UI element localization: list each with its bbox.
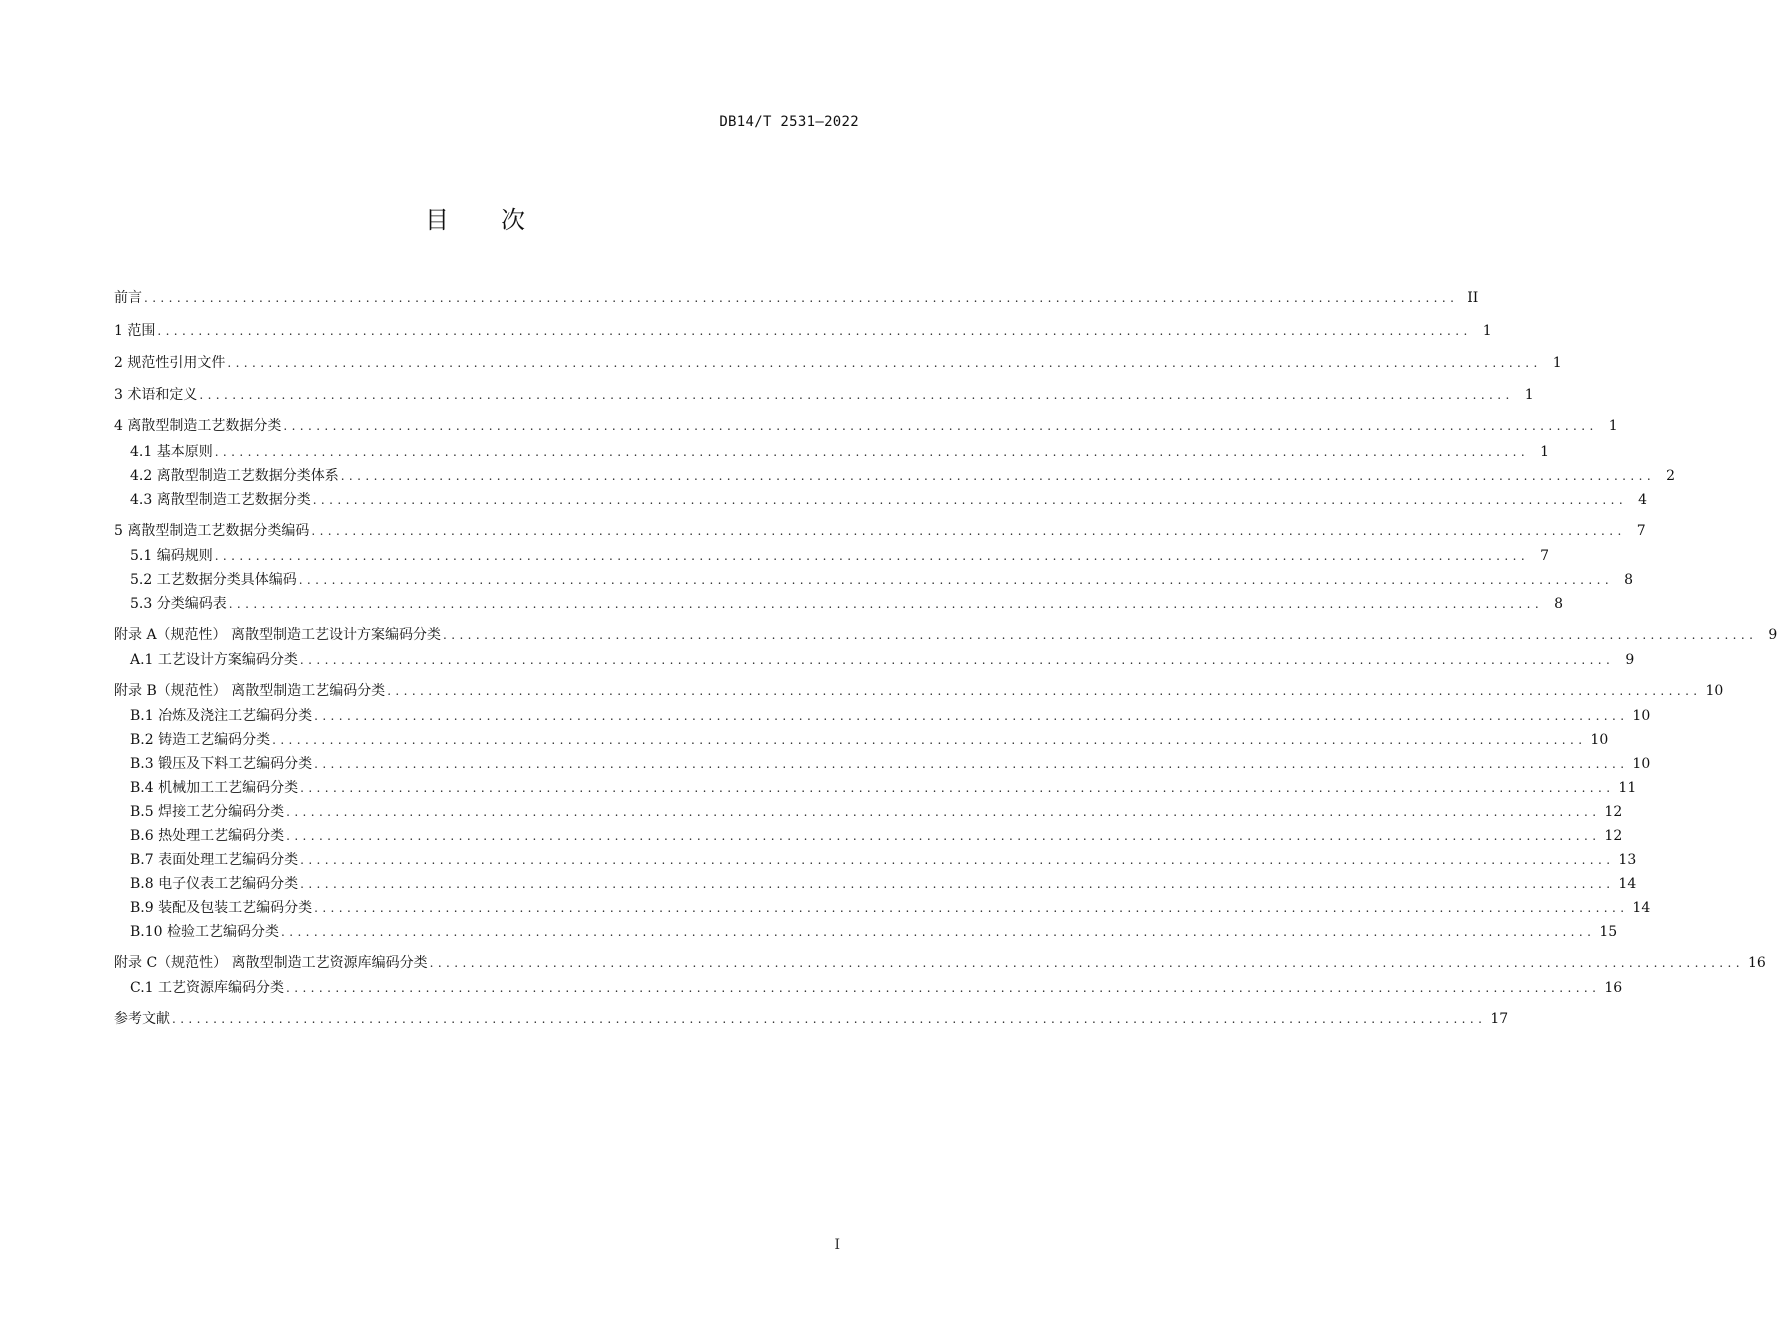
toc-entry[interactable]: 附录 B（规范性） 离散型制造工艺编码分类 ................................................................................................................................................................ 10 [114,680,860,702]
toc-label: 5.3 分类编码表 [130,596,227,612]
toc-label: C.1 工艺资源库编码分类 [130,980,285,996]
toc-page: 1 [1482,323,1492,339]
toc-label: 2 规范性引用文件 [114,355,226,371]
toc-entry[interactable]: B.1 冶炼及浇注工艺编码分类 ................................................................................................................................................................ 10 [114,705,860,727]
toc-page: 8 [1554,596,1564,612]
toc-page: 4 [1638,492,1648,508]
toc-entry[interactable]: 4.2 离散型制造工艺数据分类体系 ................................................................................................................................................................ 2 [114,465,860,487]
toc-label: A.1 工艺设计方案编码分类 [130,652,298,668]
toc-entry[interactable]: B.10 检验工艺编码分类 ................................................................................................................................................................ 15 [114,921,860,943]
toc-label: B.5 焊接工艺分编码分类 [130,804,285,820]
toc-entry[interactable]: B.3 锻压及下料工艺编码分类 ................................................................................................................................................................ 10 [114,753,860,775]
toc-entry[interactable]: 5.3 分类编码表 ................................................................................................................................................................ 8 [114,593,860,615]
toc-entry[interactable]: A.1 工艺设计方案编码分类 ................................................................................................................................................................ 9 [114,649,860,671]
toc-label: 1 范围 [114,323,156,339]
toc-page: II [1467,290,1479,306]
toc-page: 2 [1666,468,1676,484]
toc-entry[interactable]: B.5 焊接工艺分编码分类 ................................................................................................................................................................ 12 [114,801,860,823]
toc-label: B.6 热处理工艺编码分类 [130,828,285,844]
toc-page: 1 [1524,387,1534,403]
toc-entry[interactable]: 5 离散型制造工艺数据分类编码 ................................................................................................................................................................ 7 [114,520,860,542]
toc-page: 12 [1604,828,1623,844]
toc-entry[interactable]: B.8 电子仪表工艺编码分类 ................................................................................................................................................................ 14 [114,873,860,895]
toc-page: 7 [1636,523,1646,539]
toc-page: 11 [1618,780,1637,796]
toc-label: 参考文献 [114,1011,170,1027]
toc-entry[interactable]: B.7 表面处理工艺编码分类 ................................................................................................................................................................ 13 [114,849,860,871]
toc-entry[interactable]: 4.3 离散型制造工艺数据分类 ................................................................................................................................................................ 4 [114,489,860,511]
toc-entry[interactable]: B.9 装配及包装工艺编码分类 ................................................................................................................................................................ 14 [114,897,860,919]
toc-label: 4.1 基本原则 [130,444,213,460]
toc-entry[interactable]: 前言 ................................................................................................................................................................ II [114,287,860,309]
toc-entry[interactable]: B.2 铸造工艺编码分类 ................................................................................................................................................................ 10 [114,729,860,751]
toc-entry[interactable]: B.6 热处理工艺编码分类 ................................................................................................................................................................ 12 [114,825,860,847]
toc-page: 9 [1625,652,1635,668]
toc-page: 7 [1540,548,1550,564]
toc-page: 14 [1632,900,1651,916]
toc-page: 9 [1768,627,1777,643]
toc-page: 16 [1604,980,1623,996]
toc-label: B.2 铸造工艺编码分类 [130,732,271,748]
toc-entry[interactable]: 5.1 编码规则 ................................................................................................................................................................ 7 [114,545,860,567]
toc-label: B.1 冶炼及浇注工艺编码分类 [130,708,313,724]
toc-page: 1 [1552,355,1562,371]
page-title [0,200,950,235]
toc-entry[interactable]: B.4 机械加工工艺编码分类 ................................................................................................................................................................ 11 [114,777,860,799]
toc-label: B.8 电子仪表工艺编码分类 [130,876,299,892]
toc-page: 12 [1604,804,1623,820]
title-char-1: 目 [425,206,449,234]
toc-page: 10 [1632,756,1651,772]
toc-label: 4.2 离散型制造工艺数据分类体系 [130,468,339,484]
toc-entry[interactable]: 3 术语和定义 ................................................................................................................................................................ 1 [114,384,860,406]
toc-label: 4.3 离散型制造工艺数据分类 [130,492,311,508]
toc-entry[interactable]: 4 离散型制造工艺数据分类 ................................................................................................................................................................ 1 [114,415,860,437]
toc-page: 8 [1624,572,1634,588]
toc-entry[interactable]: C.1 工艺资源库编码分类 ................................................................................................................................................................ 16 [114,977,860,999]
toc-label: 4 离散型制造工艺数据分类 [114,418,282,434]
toc-label: 5 离散型制造工艺数据分类编码 [114,523,310,539]
toc-page: 16 [1747,955,1766,971]
toc-label: 5.2 工艺数据分类具体编码 [130,572,297,588]
toc-label: 前言 [114,290,142,306]
toc-page: 10 [1705,683,1724,699]
toc-entry[interactable]: 参考文献 ................................................................................................................................................................ 17 [114,1008,860,1030]
toc-entry[interactable]: 附录 C（规范性） 离散型制造工艺资源库编码分类 ................................................................................................................................................................ 16 [114,952,860,974]
toc-entry[interactable]: 1 范围 ................................................................................................................................................................ 1 [114,320,860,342]
toc-entry[interactable]: 2 规范性引用文件 ................................................................................................................................................................ 1 [114,352,860,374]
toc-label: 附录 B（规范性） 离散型制造工艺编码分类 [114,683,386,699]
toc-page: 10 [1590,732,1609,748]
toc-label: B.3 锻压及下料工艺编码分类 [130,756,313,772]
title-char-2: 次 [501,206,525,234]
toc-label: 3 术语和定义 [114,387,198,403]
footer-page-number: I [834,1237,840,1253]
toc-page: 17 [1490,1011,1509,1027]
toc-label: B.10 检验工艺编码分类 [130,924,280,940]
toc-label: B.7 表面处理工艺编码分类 [130,852,299,868]
toc-page: 1 [1608,418,1618,434]
toc-label: B.9 装配及包装工艺编码分类 [130,900,313,916]
toc-label: 附录 A（规范性） 离散型制造工艺设计方案编码分类 [114,627,442,643]
toc-label: B.4 机械加工工艺编码分类 [130,780,299,796]
toc-label: 附录 C（规范性） 离散型制造工艺资源库编码分类 [114,955,428,971]
toc-page: 15 [1599,924,1618,940]
toc-entry[interactable]: 4.1 基本原则 ................................................................................................................................................................ 1 [114,441,860,463]
toc-page: 14 [1618,876,1637,892]
toc-page: 10 [1632,708,1651,724]
toc-label: 5.1 编码规则 [130,548,213,564]
toc-entry[interactable]: 附录 A（规范性） 离散型制造工艺设计方案编码分类 ................................................................................................................................................................ 9 [114,624,860,646]
toc-page: 1 [1540,444,1550,460]
document-code: DB14/T 2531—2022 [719,114,859,130]
toc-page: 13 [1618,852,1637,868]
toc-entry[interactable]: 5.2 工艺数据分类具体编码 ................................................................................................................................................................ 8 [114,569,860,591]
